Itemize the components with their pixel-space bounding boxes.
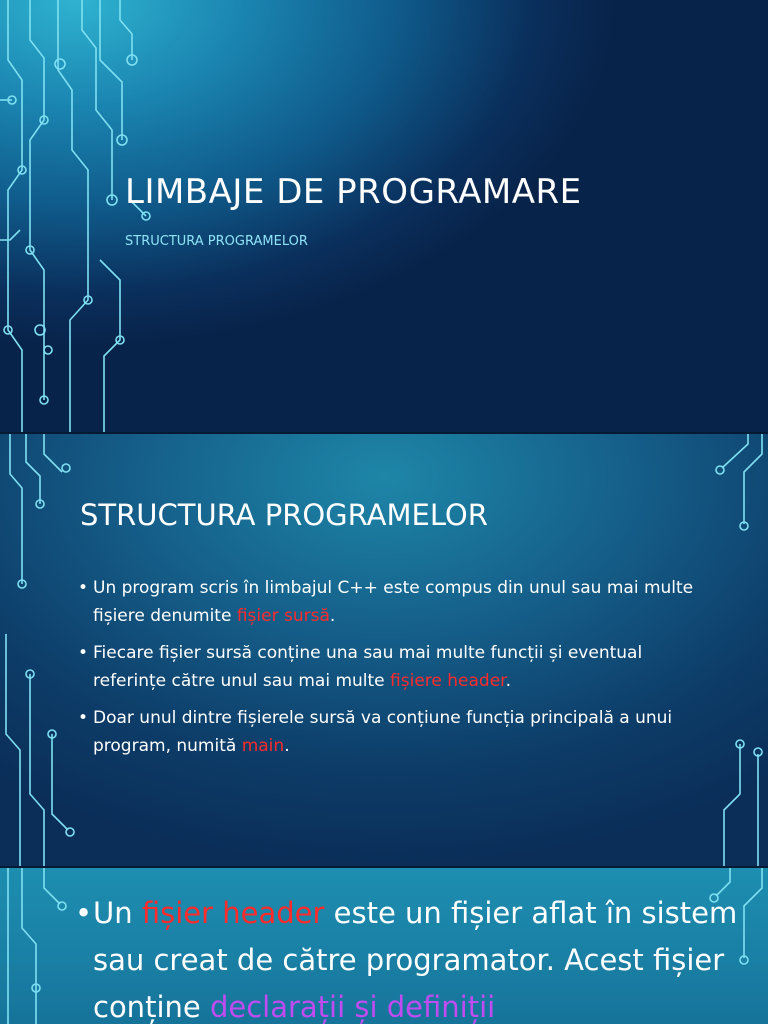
- structure-slide: [0, 434, 768, 866]
- highlight-term: main: [241, 736, 285, 756]
- section-title: STRUCTURA PROGRAMELOR: [80, 498, 488, 532]
- bullet-icon: •: [78, 578, 89, 598]
- highlight-term: fișiere header: [390, 671, 506, 691]
- bullet-icon: •: [78, 643, 89, 663]
- header-file-paragraph: • Un fișier header este un fișier aflat în sistem sau creat de către programator. Acest fișier conține declarații și definiții: [75, 890, 755, 1024]
- list-item: • Un program scris în limbajul C++ este compus din unul sau mai multe fișiere denumite fișier sursă.: [78, 574, 698, 630]
- circuit-decoration-right-icon: [700, 434, 768, 866]
- highlight-term-purple: declarații și definiții: [209, 990, 496, 1024]
- highlight-term: fișier header: [141, 896, 325, 930]
- highlight-term: fișier sursă: [236, 606, 330, 626]
- page-title: LIMBAJE DE PROGRAMARE: [125, 172, 582, 212]
- bullet-icon: •: [78, 708, 89, 728]
- circuit-decoration-left-icon: [0, 868, 80, 1024]
- circuit-decoration-icon: [0, 0, 160, 432]
- title-slide: [0, 0, 768, 432]
- header-file-slide: [0, 868, 768, 1024]
- list-item: • Doar unul dintre fișierele sursă va conțiune funcția principală a unui program, numită main.: [78, 704, 698, 760]
- list-item: • Fiecare fișier sursă conține una sau mai multe funcții și eventual referințe către unul sau mai multe fișiere header.: [78, 639, 698, 695]
- page-subtitle: STRUCTURA PROGRAMELOR: [125, 234, 308, 249]
- circuit-decoration-left-icon: [0, 434, 80, 866]
- bullet-icon: •: [75, 896, 93, 930]
- bullet-list: [78, 574, 698, 769]
